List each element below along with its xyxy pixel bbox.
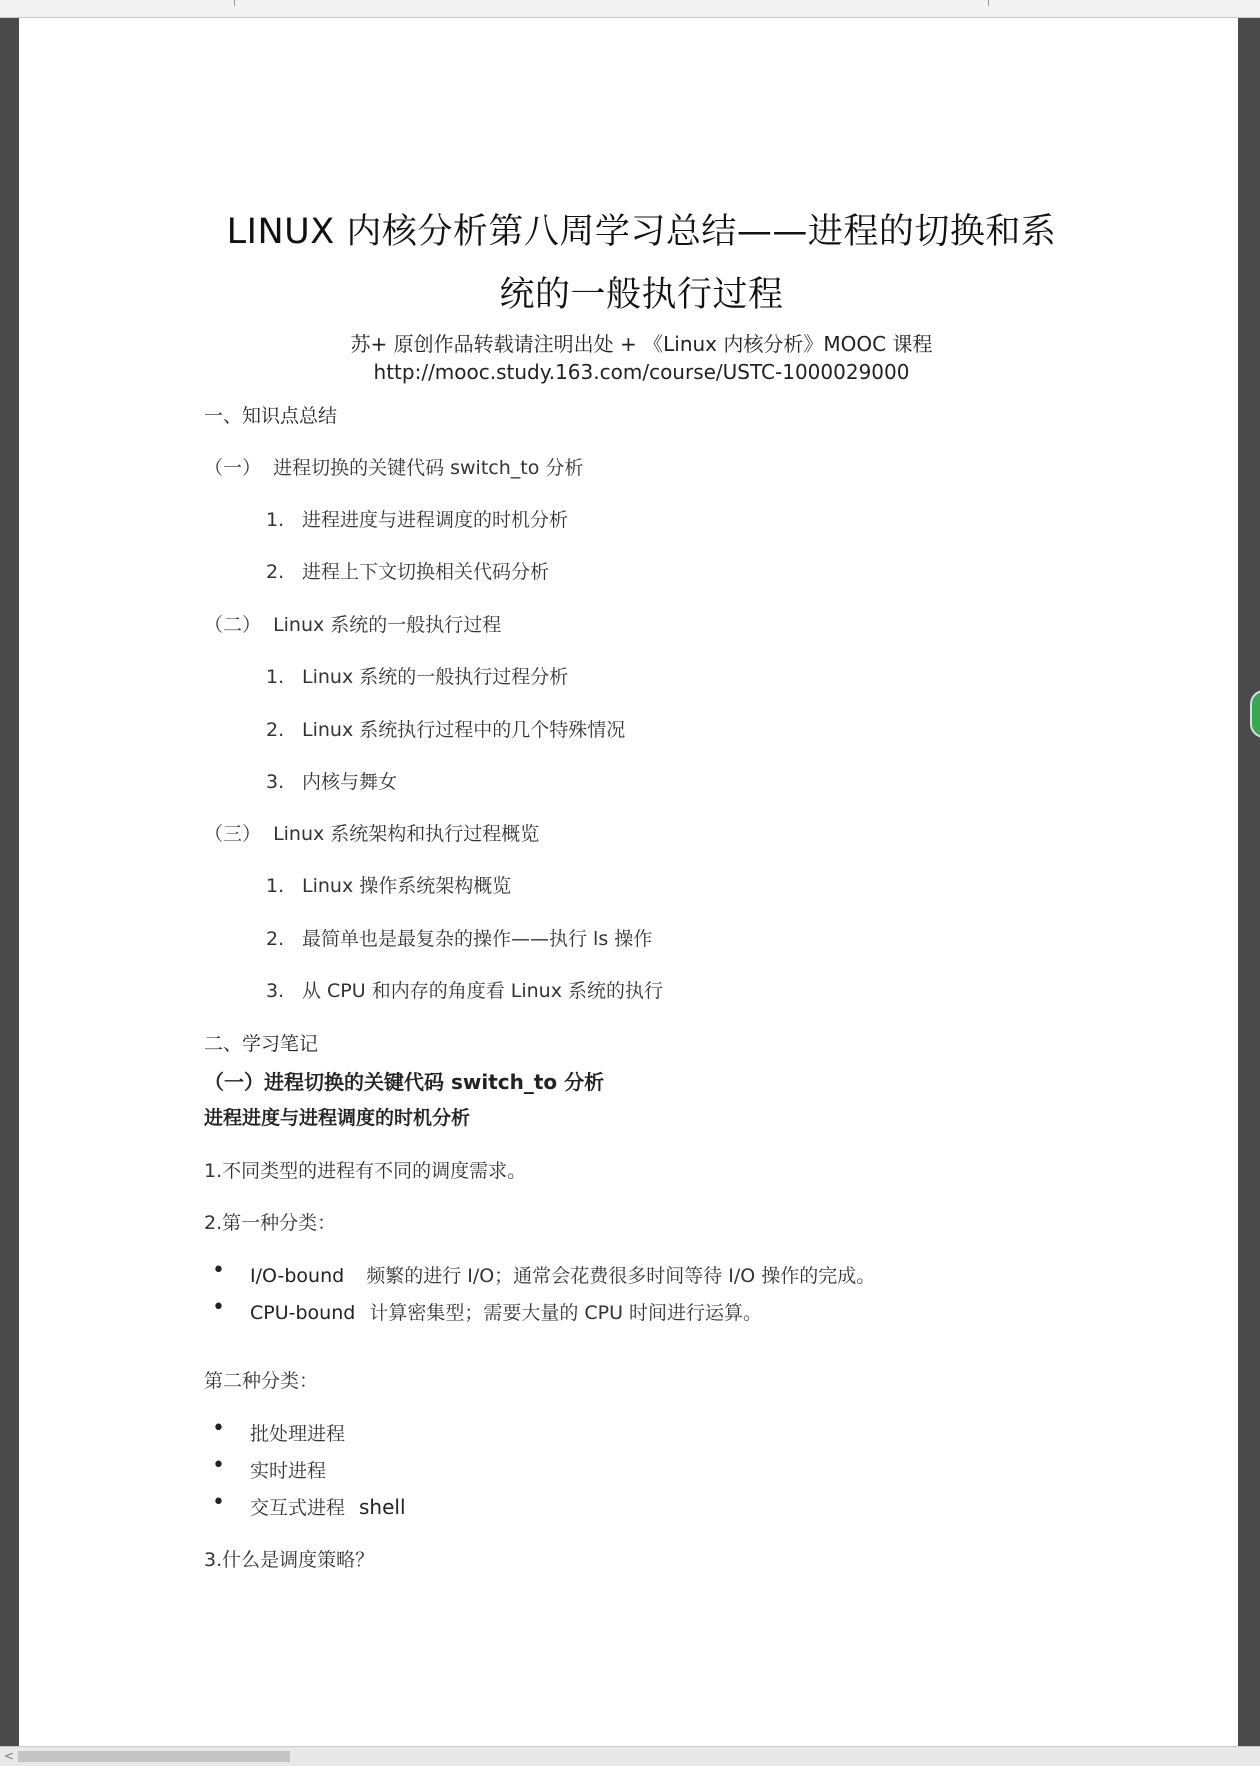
- outline-section-3: [204, 819, 539, 846]
- section-label: （一）: [204, 457, 262, 479]
- item-desc: shell: [359, 1495, 406, 1519]
- item-term: 实时进程: [250, 1460, 327, 1482]
- author-line: 苏+ 原创作品转载请注明出处 + 《Linux 内核分析》MOOC 课程: [350, 332, 933, 356]
- item-term: 批处理进程: [250, 1423, 346, 1445]
- document-title: [204, 201, 1079, 327]
- item-text: Linux 系统的一般执行过程分析: [302, 666, 569, 688]
- ruler-tick: [988, 0, 989, 6]
- bullet-icon: •: [212, 1258, 225, 1283]
- outline-section-2: [204, 610, 501, 637]
- list-item: [250, 1493, 406, 1520]
- item-text: Linux 系统执行过程中的几个特殊情况: [302, 719, 626, 741]
- list-item: [250, 1456, 326, 1483]
- floating-assistant-button[interactable]: [1250, 690, 1260, 738]
- item-desc: 频繁的进行 I/O；通常会花费很多时间等待 I/O 操作的完成。: [366, 1265, 876, 1287]
- item-text: 进程进度与进程调度的时机分析: [302, 509, 569, 531]
- outline-item: [266, 871, 511, 898]
- document-page: [19, 18, 1238, 1746]
- item-term: CPU-bound: [250, 1302, 356, 1324]
- section-text: Linux 系统的一般执行过程: [273, 614, 502, 636]
- section-text: Linux 系统架构和执行过程概览: [273, 823, 540, 845]
- section-text: 进程切换的关键代码 switch_to 分析: [273, 457, 584, 479]
- item-text: 进程上下文切换相关代码分析: [302, 561, 550, 583]
- item-number: 2.: [266, 928, 285, 950]
- section-label: （二）: [204, 614, 262, 636]
- outline-item: [266, 505, 568, 532]
- title-line-1: LINUX 内核分析第八周学习总结——进程的切换和系: [226, 212, 1057, 252]
- bullet-icon: •: [212, 1490, 225, 1515]
- course-url[interactable]: http://mooc.study.163.com/course/USTC-1000029000: [373, 360, 910, 384]
- outline-section-1: [204, 453, 583, 480]
- item-desc: 计算密集型；需要大量的 CPU 时间进行运算。: [369, 1302, 763, 1324]
- top-ruler: [0, 0, 1260, 18]
- bullet-icon: •: [212, 1416, 225, 1441]
- item-text: 最简单也是最复杂的操作——执行 ls 操作: [302, 928, 653, 950]
- note-paragraph: 第二种分类：: [204, 1370, 319, 1392]
- list-item: [250, 1261, 875, 1288]
- note-paragraph: 3.什么是调度策略？: [204, 1549, 375, 1571]
- item-number: 2.: [266, 561, 285, 583]
- item-number: 1.: [266, 666, 285, 688]
- horizontal-scrollbar[interactable]: [0, 1746, 1260, 1766]
- ruler-tick: [234, 0, 235, 6]
- scrollbar-thumb[interactable]: [18, 1751, 290, 1762]
- outline-heading: 一、知识点总结: [204, 405, 338, 427]
- outline-item: [266, 557, 549, 584]
- left-gutter: [0, 18, 19, 1746]
- right-gutter: [1238, 18, 1260, 1746]
- section-label: （三）: [204, 823, 262, 845]
- item-term: 交互式进程: [250, 1497, 346, 1519]
- item-number: 3.: [266, 980, 285, 1002]
- list-item: [250, 1419, 345, 1446]
- item-number: 2.: [266, 719, 285, 741]
- scroll-left-icon[interactable]: <: [4, 1749, 15, 1763]
- outline-item: [266, 715, 625, 742]
- item-term: I/O-bound: [250, 1265, 345, 1287]
- item-text: Linux 操作系统架构概览: [302, 875, 512, 897]
- bullet-icon: •: [212, 1453, 225, 1478]
- outline-item: [266, 767, 397, 794]
- item-number: 1.: [266, 509, 285, 531]
- notes-sub-heading: （一）进程切换的关键代码 switch_to 分析: [204, 1070, 605, 1094]
- note-paragraph: 1.不同类型的进程有不同的调度需求。: [204, 1160, 527, 1182]
- notes-heading: 二、学习笔记: [204, 1033, 319, 1055]
- outline-item: [266, 924, 652, 951]
- item-text: 从 CPU 和内存的角度看 Linux 系统的执行: [302, 980, 663, 1002]
- item-number: 3.: [266, 771, 285, 793]
- list-item: [250, 1298, 762, 1325]
- item-text: 内核与舞女: [302, 771, 398, 793]
- note-paragraph: 2.第一种分类：: [204, 1212, 337, 1234]
- item-number: 1.: [266, 875, 285, 897]
- title-line-2: 统的一般执行过程: [499, 275, 784, 315]
- outline-item: [266, 662, 568, 689]
- outline-item: [266, 976, 663, 1003]
- bullet-icon: •: [212, 1295, 225, 1320]
- notes-topic: 进程进度与进程调度的时机分析: [204, 1107, 471, 1129]
